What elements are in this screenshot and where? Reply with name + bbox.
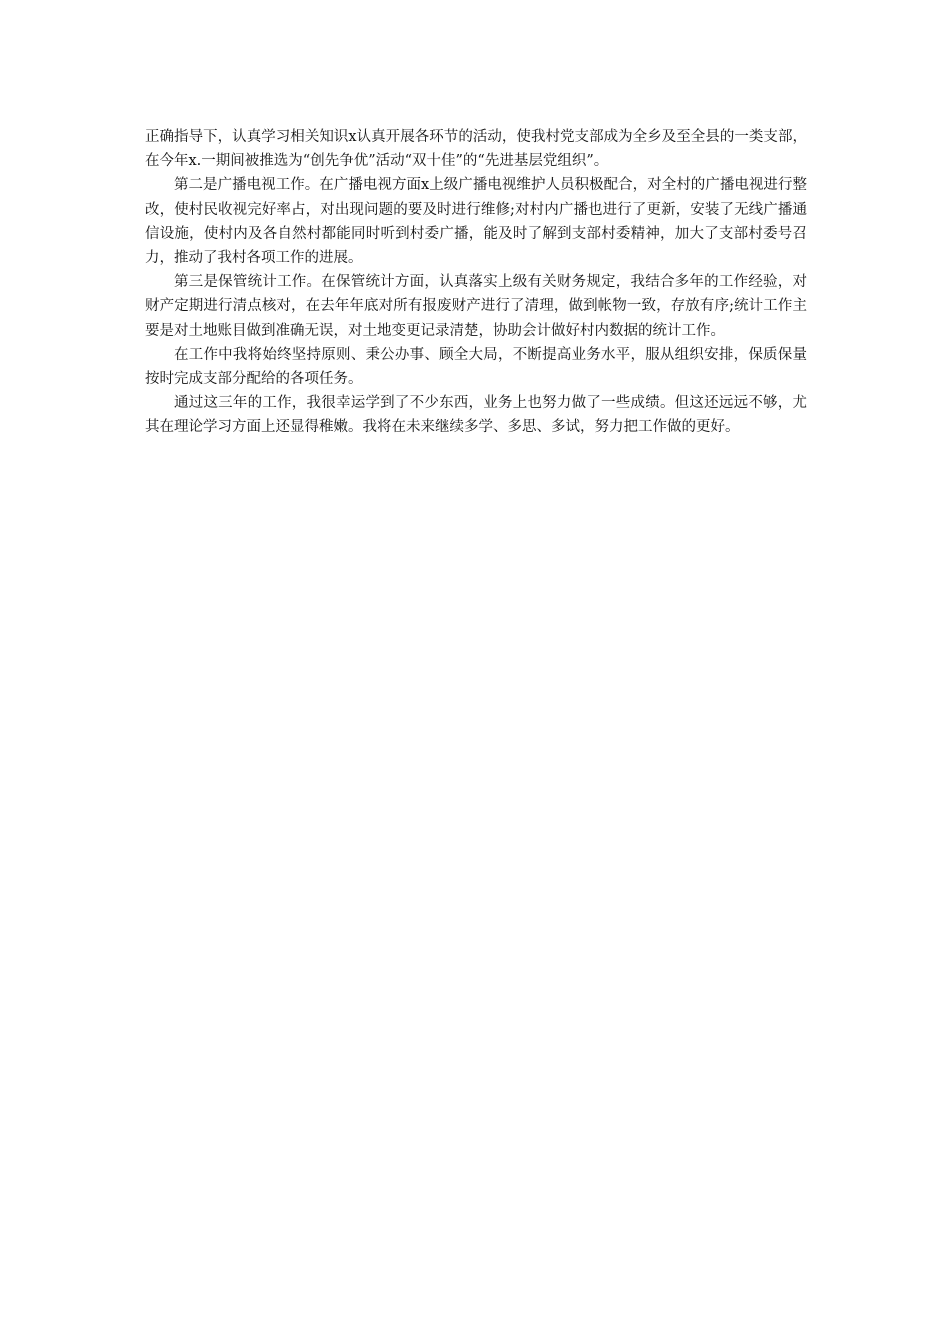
paragraph-conclusion: 通过这三年的工作，我很幸运学到了不少东西，业务上也努力做了一些成绩。但这还远远不够，尤其在理论学习方面上还显得稚嫩。我将在未来继续多学、多思、多试，努力把工作做的更好。 <box>145 395 807 436</box>
document-body <box>145 125 807 440</box>
paragraph-broadcast-tv: 第二是广播电视工作。在广播电视方面x上级广播电视维护人员积极配合，对全村的广播电视进行整改，使村民收视完好率占，对出现问题的要及时进行维修;对村内广播也进行了更新，安装了无线广播通信设施，使村内及各自然村都能同时听到村委广播，能及时了解到支部村委精神，加大了支部村委号召力，推动了我村各项工作的进展。 <box>145 177 807 267</box>
paragraph-principles: 在工作中我将始终坚持原则、秉公办事、顾全大局，不断提高业务水平，服从组织安排，保质保量按时完成支部分配给的各项任务。 <box>145 346 807 388</box>
paragraph-custody-statistics: 第三是保管统计工作。在保管统计方面，认真落实上级有关财务规定，我结合多年的工作经验，对财产定期进行清点核对，在去年年底对所有报废财产进行了清理，做到帐物一致，存放有序;统计工作主要是对土地账目做到准确无误，对土地变更记录清楚，协助会计做好村内数据的统计工作。 <box>145 274 807 339</box>
paragraph-continuation: 正确指导下，认真学习相关知识x认真开展各环节的活动，使我村党支部成为全乡及至全县的一类支部，在今年x.一期间被推选为“创先争优”活动“双十佳”的“先进基层党组织”。 <box>145 129 807 170</box>
